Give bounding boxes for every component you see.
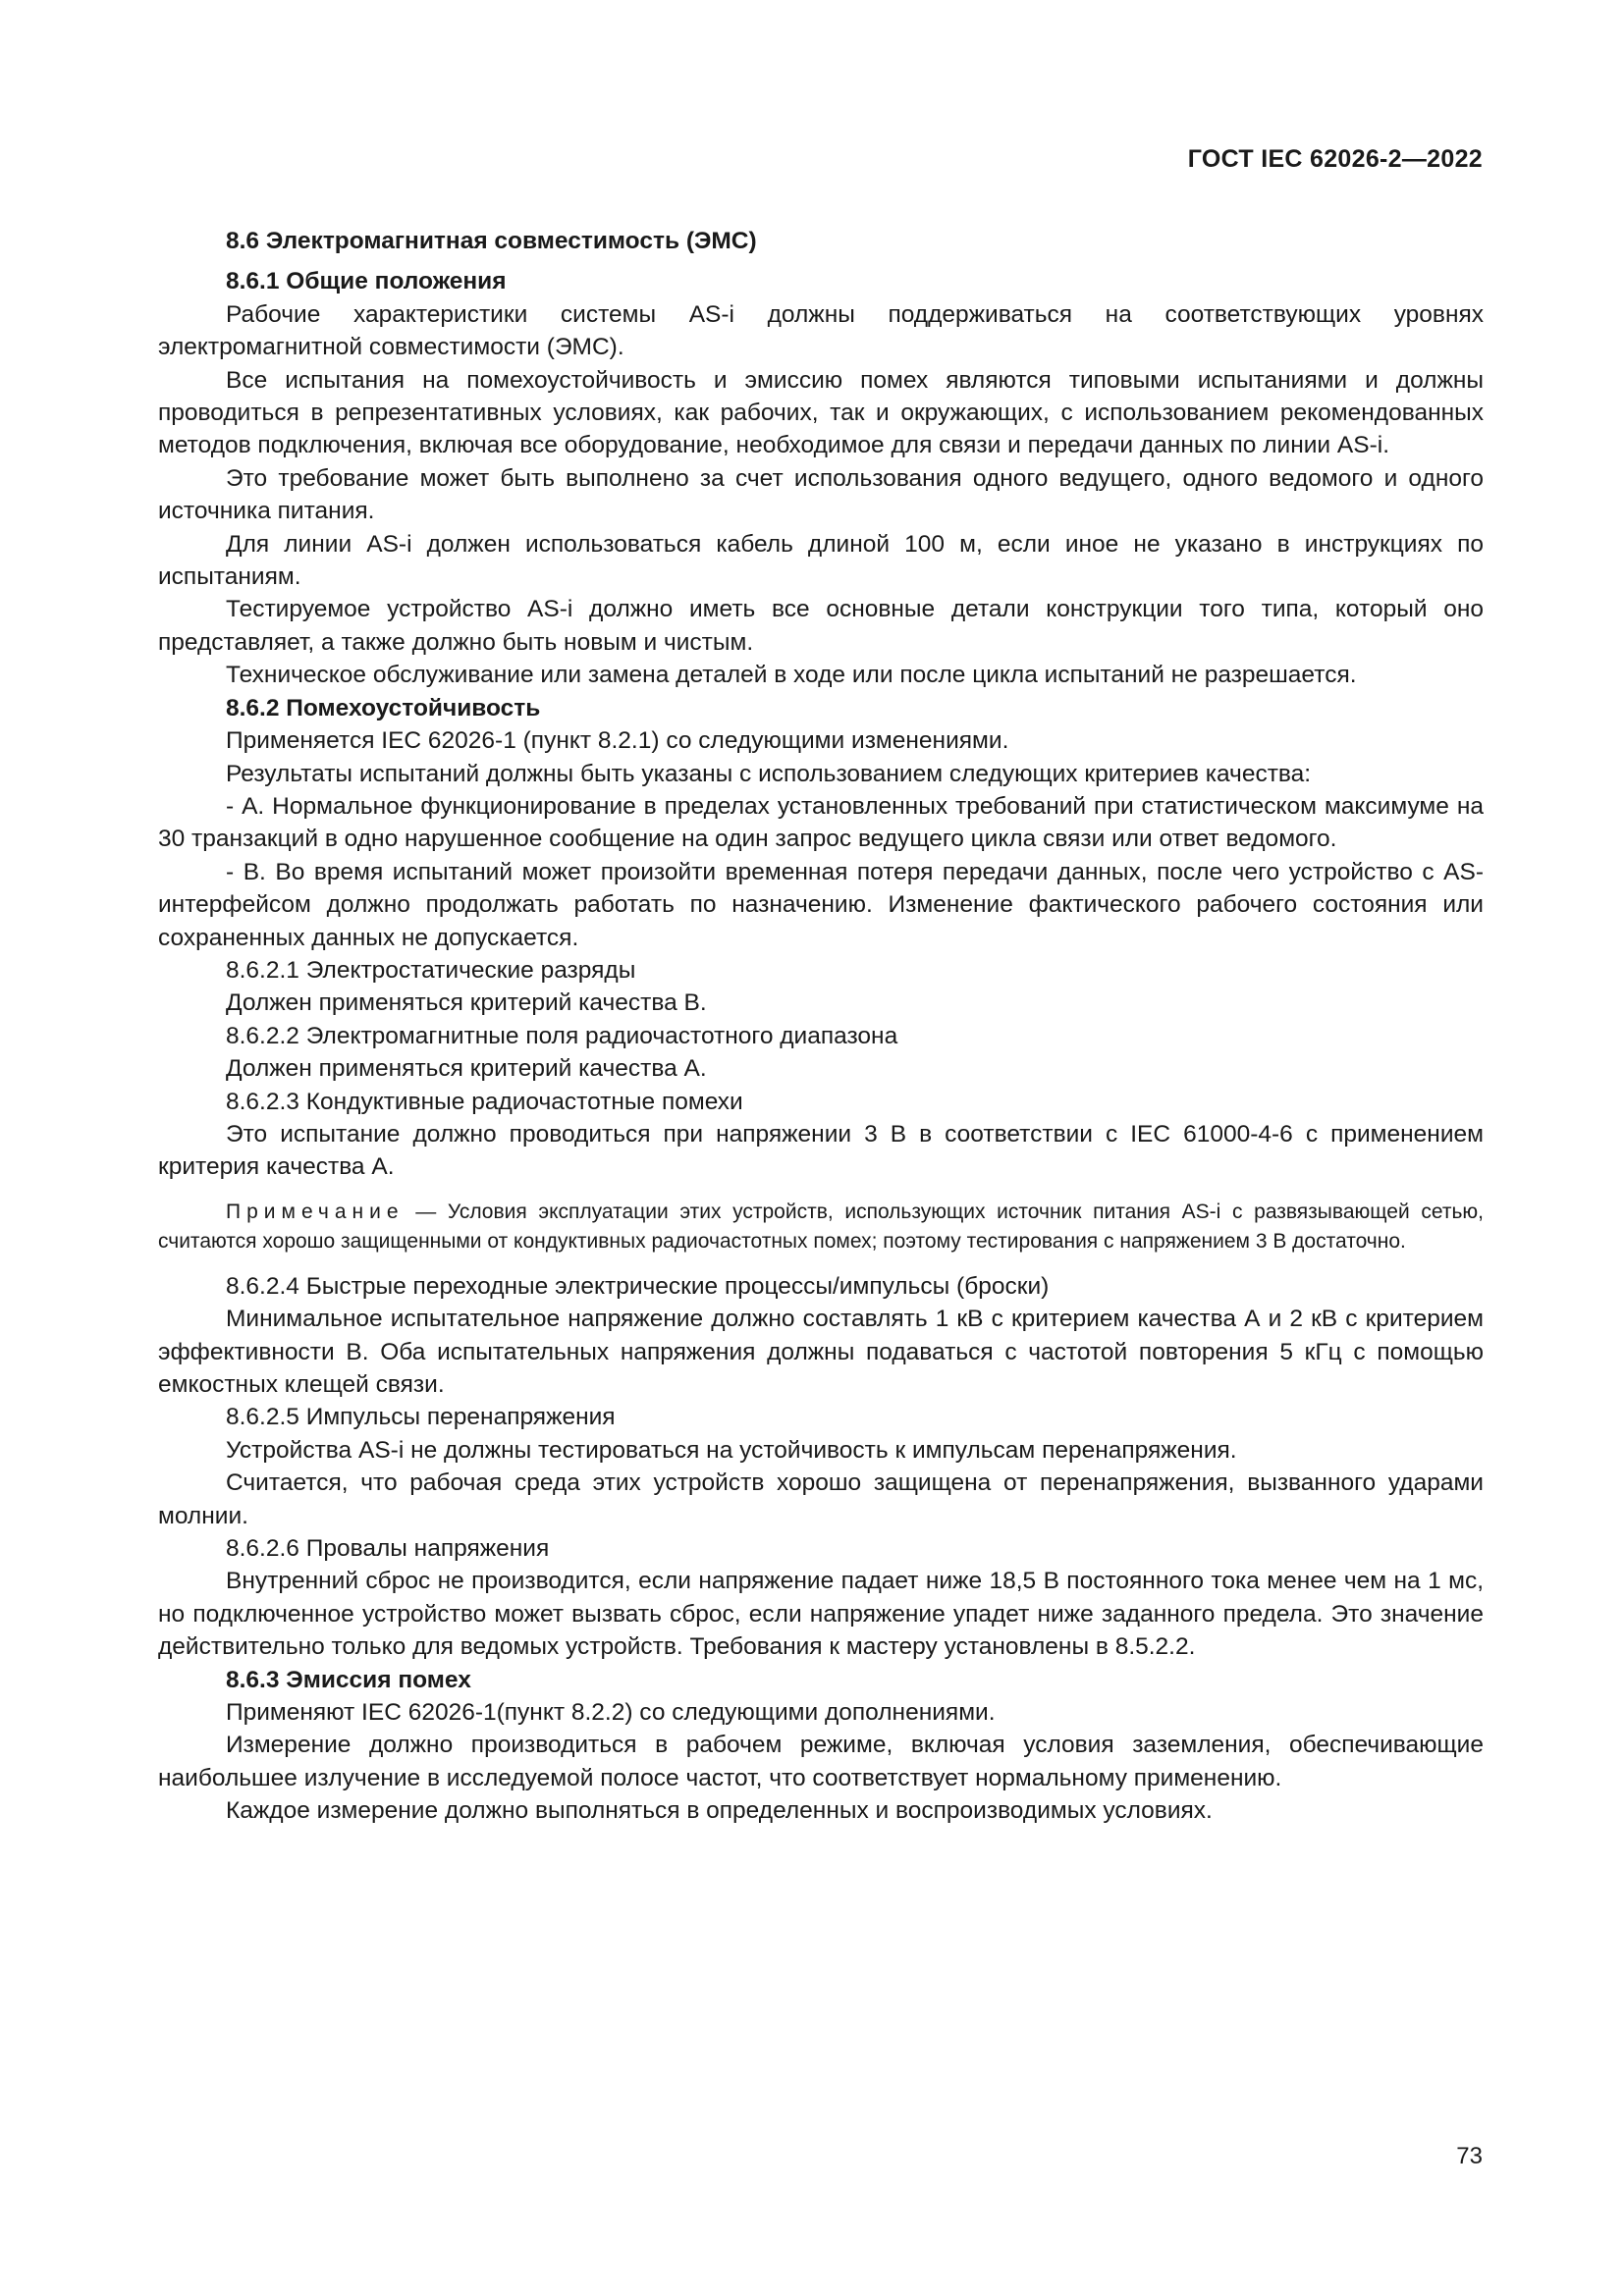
- body-paragraph: 8.6.2.6 Провалы напряжения: [226, 1535, 550, 1563]
- body-paragraph: Тестируемое устройство AS-i должно иметь все основные детали конструкции того типа, который оно представляет, а также должно быть новым и чистым.: [158, 596, 1484, 656]
- note-label: Примечание: [226, 1200, 405, 1223]
- body-paragraph: 8.6.2.2 Электромагнитные поля радиочастотного диапазона: [226, 1022, 898, 1049]
- document-header: ГОСТ IEC 62026-2—2022: [1187, 145, 1483, 173]
- note-paragraph: [158, 1198, 1484, 1256]
- body-paragraph: Считается, что рабочая среда этих устройств хорошо защищена от перенапряжения, вызванного ударами молнии.: [158, 1469, 1484, 1529]
- body-paragraph: Для линии AS-i должен использоваться кабель длиной 100 м, если иное не указано в инструкциях по испытаниям.: [158, 530, 1484, 591]
- body-paragraph: Каждое измерение должно выполняться в определенных и воспроизводимых условиях.: [226, 1797, 1213, 1825]
- section-heading: 8.6.3 Эмиссия помех: [226, 1666, 471, 1693]
- body-paragraph: Результаты испытаний должны быть указаны с использованием следующих критериев качества:: [226, 760, 1312, 787]
- section-heading: 8.6.2 Помехоустойчивость: [226, 694, 541, 721]
- body-paragraph: Техническое обслуживание или замена деталей в ходе или после цикла испытаний не разрешается.: [226, 662, 1357, 689]
- body-paragraph: Должен применяться критерий качества В.: [226, 989, 707, 1017]
- note-text: — Условия эксплуатации этих устройств, использующих источник питания AS-i с развязывающей сетью, считаются хорошо защищенными от кондуктивных радиочастотных помех; поэтому тестирования с напряжением 3 В достаточно.: [158, 1200, 1484, 1253]
- body-paragraph: Измерение должно производиться в рабочем режиме, включая условия заземления, обеспечивающие наибольшее излучение в исследуемой полосе частот, что соответствует нормальному применению.: [158, 1732, 1484, 1791]
- page-number: 73: [1456, 2143, 1483, 2169]
- body-paragraph: - А. Нормальное функционирование в пределах установленных требований при статистическом максимуме на 30 транзакций в одно нарушенное сообщение на один запрос ведущего цикла связи или ответ ведомого.: [158, 792, 1484, 853]
- body-paragraph: Внутренний сброс не производится, если напряжение падает ниже 18,5 В постоянного тока менее чем на 1 мс, но подключенное устройство может вызвать сброс, если напряжение упадет ниже заданного предела. Это значение действительно только для ведомых устройств. Требования к мастеру установлены в 8.5.2.2.: [158, 1568, 1484, 1661]
- body-paragraph: Устройства AS-i не должны тестироваться на устойчивость к импульсам перенапряжения.: [226, 1436, 1237, 1464]
- body-paragraph: 8.6.2.3 Кондуктивные радиочастотные помехи: [226, 1088, 743, 1115]
- body-paragraph: Применяют IEC 62026-1(пункт 8.2.2) со следующими дополнениями.: [226, 1699, 996, 1727]
- body-paragraph: Применяется IEC 62026-1 (пункт 8.2.1) со следующими изменениями.: [226, 727, 1009, 755]
- body-paragraph: Должен применяться критерий качества А.: [226, 1055, 707, 1083]
- body-paragraph: Это требование может быть выполнено за счет использования одного ведущего, одного ведомого и одного источника питания.: [158, 464, 1484, 525]
- body-paragraph: - В. Во время испытаний может произойти временная потеря передачи данных, после чего устройство с AS-интерфейсом должно продолжать работать по назначению. Изменение фактического рабочего состояния или сохраненных данных не допускается.: [158, 858, 1484, 951]
- body-paragraph: Рабочие характеристики системы AS-i должны поддерживаться на соответствующих уровнях электромагнитной совместимости (ЭМС).: [158, 300, 1484, 361]
- body-paragraph: Все испытания на помехоустойчивость и эмиссию помех являются типовыми испытаниями и должны проводиться в репрезентативных условиях, как рабочих, так и окружающих, с использованием рекомендованных методов подключения, включая все оборудование, необходимое для связи и передачи данных по линии AS-i.: [158, 366, 1484, 459]
- section-heading: 8.6 Электромагнитная совместимость (ЭМС): [226, 228, 757, 254]
- body-paragraph: 8.6.2.5 Импульсы перенапряжения: [226, 1404, 616, 1431]
- body-paragraph: 8.6.2.1 Электростатические разряды: [226, 956, 636, 984]
- body-paragraph: 8.6.2.4 Быстрые переходные электрические процессы/импульсы (броски): [226, 1272, 1050, 1300]
- document-body: [158, 224, 1484, 1828]
- section-heading: 8.6.1 Общие положения: [226, 268, 507, 295]
- body-paragraph: Это испытание должно проводиться при напряжении 3 В в соответствии с IEC 61000-4-6 с применением критерия качества А.: [158, 1120, 1484, 1181]
- body-paragraph: Минимальное испытательное напряжение должно составлять 1 кВ с критерием качества А и 2 кВ с критерием эффективности В. Оба испытательных напряжения должны подаваться с частотой повторения 5 кГц с помощью емкостных клещей связи.: [158, 1306, 1484, 1398]
